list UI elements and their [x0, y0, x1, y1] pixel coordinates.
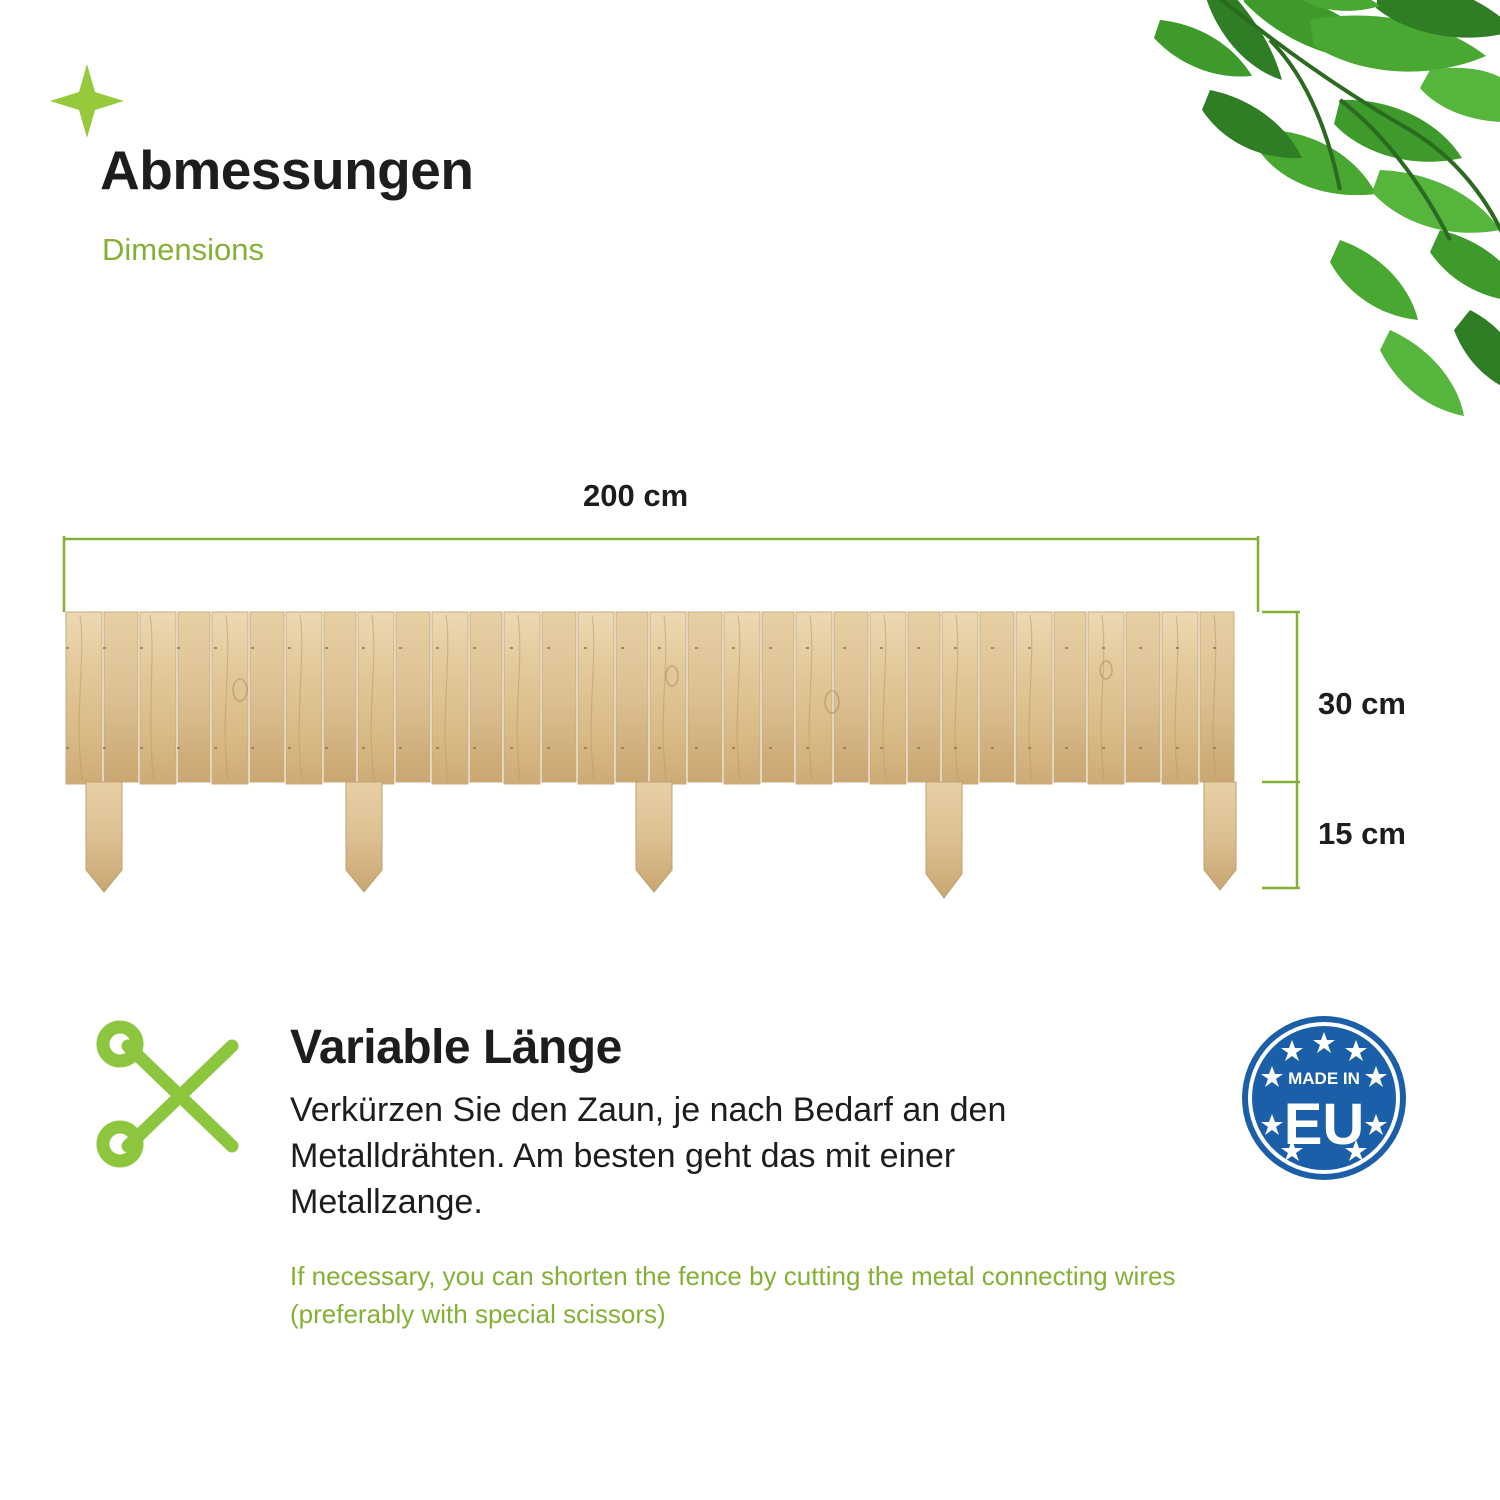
width-measure-bracket — [64, 536, 1258, 612]
fence-stakes — [86, 782, 1236, 898]
made-in-eu-badge — [1236, 1010, 1412, 1186]
page-title: Abmessungen — [100, 139, 474, 201]
feature-body-en: If necessary, you can shorten the fence by cutting the metal connecting wires (preferably with special scissors) — [290, 1261, 1176, 1329]
dimension-label-height: 30 cm — [1318, 686, 1406, 721]
dimension-label-width: 200 cm — [583, 478, 689, 513]
sparkle-icon — [48, 62, 126, 140]
dimension-label-stake: 15 cm — [1318, 816, 1406, 851]
feature-title: Variable Länge — [290, 1021, 622, 1074]
foliage-decoration — [910, 0, 1500, 450]
badge-line1: MADE IN — [1288, 1069, 1360, 1088]
badge-line2: EU — [1283, 1092, 1365, 1157]
scissors-icon — [92, 1018, 252, 1168]
fence-illustration — [66, 612, 1236, 898]
height-measure-bracket — [1262, 612, 1300, 888]
page-subtitle: Dimensions — [102, 232, 264, 267]
fence-dimension-diagram — [0, 440, 1500, 920]
feature-body-de: Verkürzen Sie den Zaun, je nach Bedarf an den Metalldrähten. Am besten geht das mit einer Metallzange. — [290, 1091, 1007, 1221]
